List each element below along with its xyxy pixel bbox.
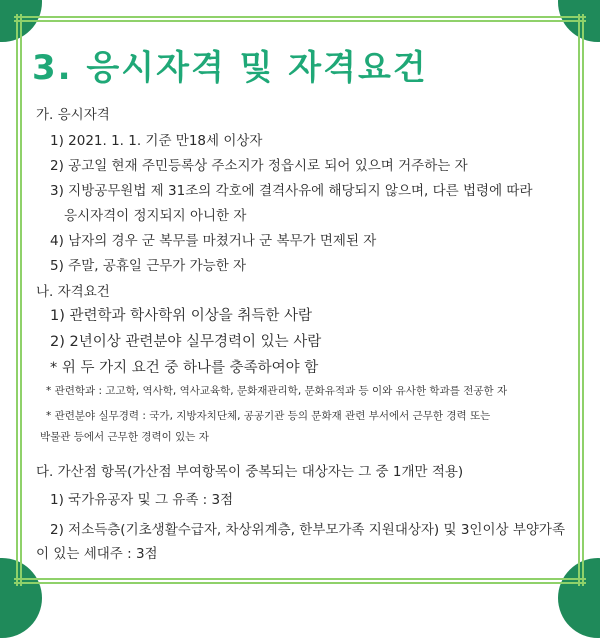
frame-border-left-inner [20, 14, 22, 586]
section-da-item-2-cont: 이 있는 세대주 : 3점 [36, 546, 158, 562]
section-na-note-2: * 관련분야 실무경력 : 국가, 지방자치단체, 공공기관 등의 문화재 관련 부서에서 근무한 경력 또는 [46, 410, 491, 422]
section-na-note-2-cont: 박물관 등에서 근무한 경력이 있는 자 [40, 431, 209, 443]
section-da-heading: 다. 가산점 항목(가산점 부여항목이 중복되는 대상자는 그 중 1개만 적용) [36, 464, 464, 480]
frame-border-bottom [14, 582, 586, 584]
section-na-heading: 나. 자격요건 [36, 284, 110, 300]
section-ga-item-3-cont: 응시자격이 정지되지 아니한 자 [64, 208, 247, 224]
section-na-note-1: * 관련학과 : 고고학, 역사학, 역사교육학, 문화재관리학, 문화유적과 등 이와 유사한 학과를 전공한 자 [46, 385, 508, 397]
frame-border-right-inner [578, 14, 580, 586]
frame-border-top-inner [14, 20, 586, 22]
section-ga-item-5: 5) 주말, 공휴일 근무가 가능한 자 [50, 258, 247, 274]
frame-border-left [16, 14, 18, 586]
section-da-item-1: 1) 국가유공자 및 그 유족 : 3점 [50, 492, 234, 508]
page-title: 3. 응시자격 및 자격요건 [32, 48, 428, 88]
section-ga-heading: 가. 응시자격 [36, 107, 110, 123]
section-na-item-3: * 위 두 가지 요건 중 하나를 충족하여야 함 [50, 360, 319, 376]
frame-border-right [582, 14, 584, 586]
section-na-item-2: 2) 2년이상 관련분야 실무경력이 있는 사람 [50, 334, 322, 350]
section-na-item-1: 1) 관련학과 학사학위 이상을 취득한 사람 [50, 308, 313, 324]
section-ga-item-2: 2) 공고일 현재 주민등록상 주소지가 정읍시로 되어 있으며 거주하는 자 [50, 158, 468, 174]
section-ga-item-3: 3) 지방공무원법 제 31조의 각호에 결격사유에 해당되지 않으며, 다른 법령에 따라 [50, 183, 533, 199]
frame-border-bottom-inner [14, 578, 586, 580]
section-da-item-2: 2) 저소득층(기초생활수급자, 차상위계층, 한부모가족 지원대상자) 및 3인이상 부양가족 [50, 522, 565, 538]
section-ga-item-4: 4) 남자의 경우 군 복무를 마쳤거나 군 복무가 면제된 자 [50, 233, 377, 249]
section-ga-item-1: 1) 2021. 1. 1. 기준 만18세 이상자 [50, 133, 263, 149]
frame-border-top [14, 16, 586, 18]
